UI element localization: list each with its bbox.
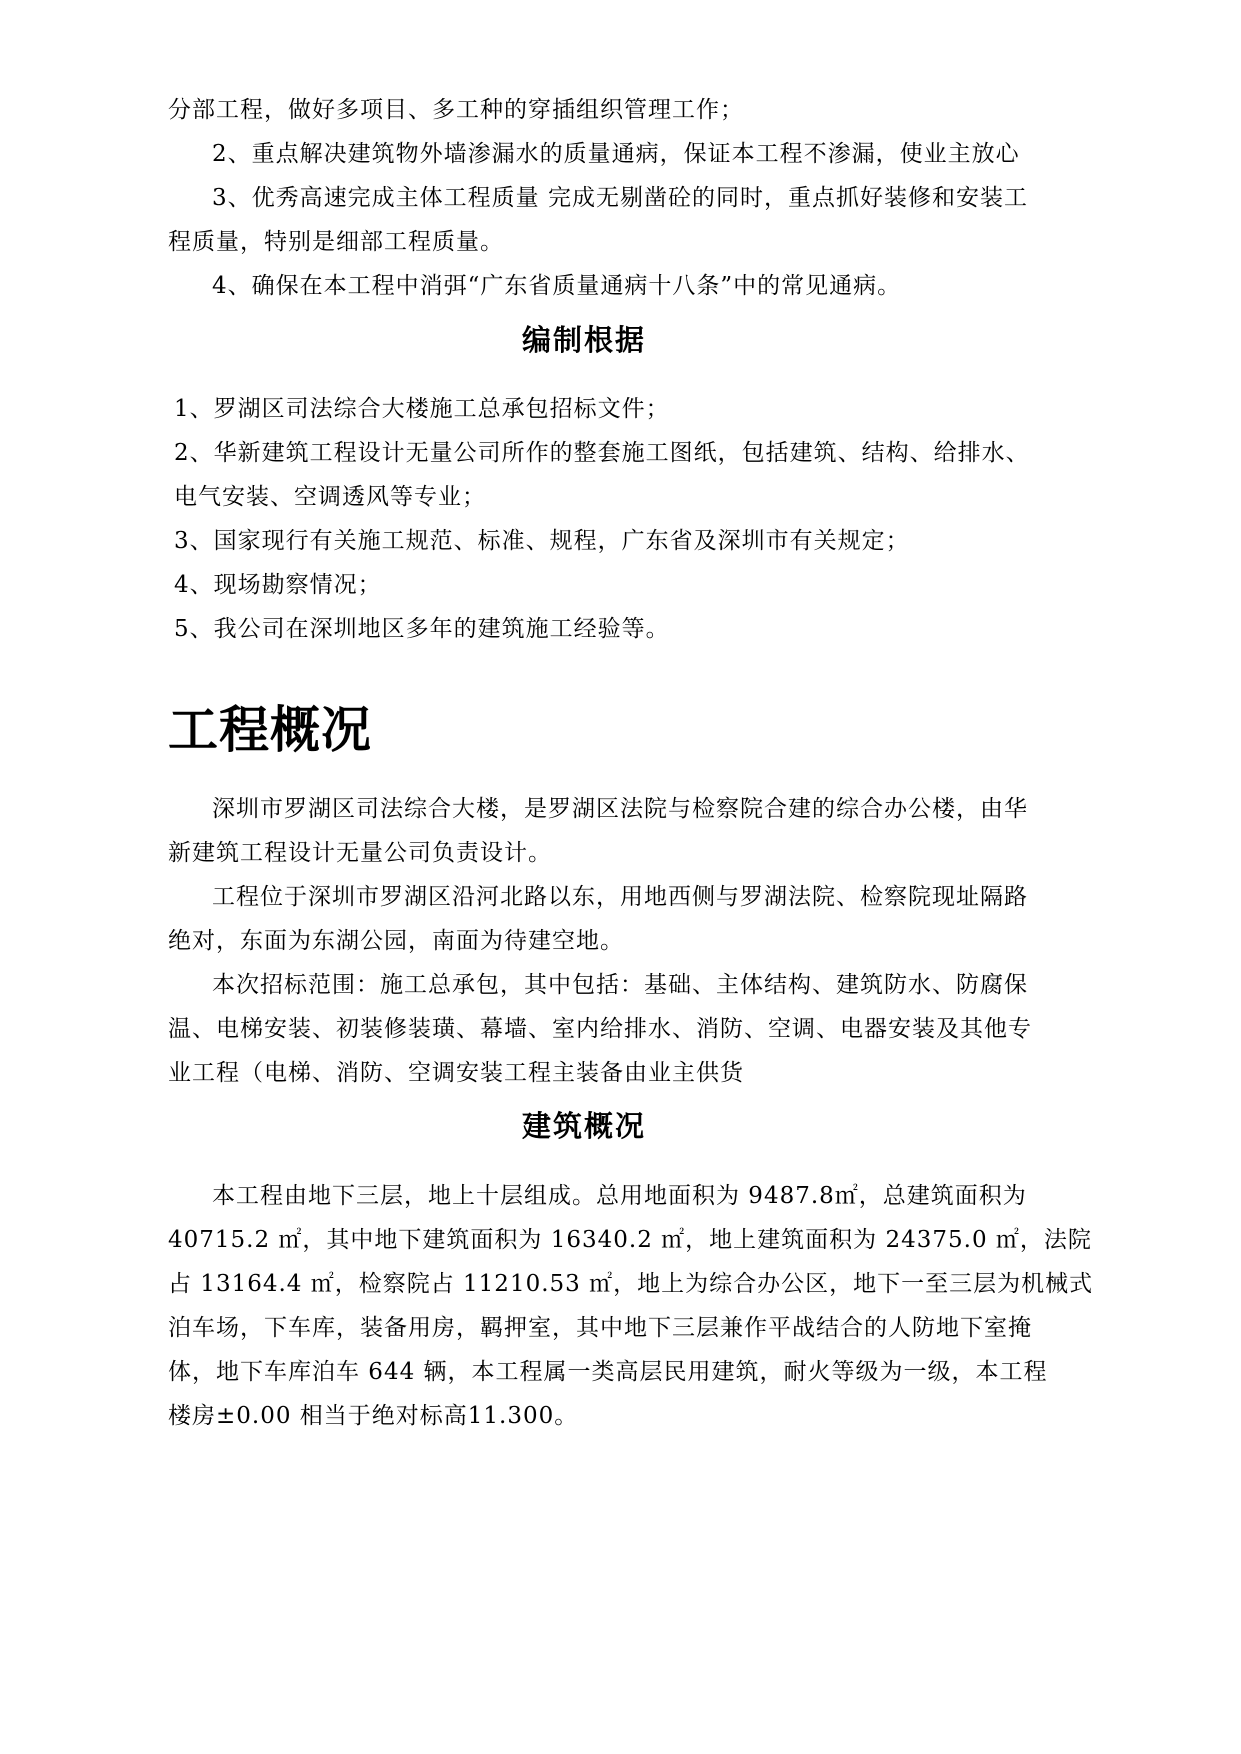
intro-line-5: 4、确保在本工程中消弭“广东省质量通病十八条”中的常见通病。 bbox=[212, 273, 902, 299]
overview-line-6: 温、电梯安装、初装修装璜、幕墙、室内给排水、消防、空调、电器安装及其他专 bbox=[168, 1016, 1032, 1042]
intro-line-3: 3、优秀高速完成主体工程质量 完成无剔凿砼的同时，重点抓好装修和安装工 bbox=[212, 185, 1028, 211]
building-line-5: 体，地下车库泊车 644 辆，本工程属一类高层民用建筑，耐火等级为一级，本工程 bbox=[168, 1359, 1048, 1385]
building-line-1: 本工程由地下三层，地上十层组成。总用地面积为 9487.8㎡，总建筑面积为 bbox=[212, 1183, 1027, 1209]
building-line-2: 40715.2 ㎡，其中地下建筑面积为 16340.2 ㎡，地上建筑面积为 24375.0 ㎡，法院 bbox=[168, 1227, 1092, 1253]
intro-line-2: 2、重点解决建筑物外墙渗漏水的质量通病，保证本工程不渗漏，使业主放心 bbox=[212, 141, 1020, 167]
overview-line-7: 业工程（电梯、消防、空调安装工程主装备由业主供货 bbox=[168, 1060, 744, 1086]
basis-line-4: 3、国家现行有关施工规范、标准、规程，广东省及深圳市有关规定； bbox=[174, 528, 910, 554]
building-line-6: 楼房±0.00 相当于绝对标高11.300。 bbox=[168, 1403, 579, 1429]
building-line-3: 占 13164.4 ㎡，检察院占 11210.53 ㎡，地上为综合办公区，地下一至三层为机械式 bbox=[168, 1271, 1094, 1297]
overview-line-4: 绝对，东面为东湖公园，南面为待建空地。 bbox=[168, 928, 624, 954]
basis-line-6: 5、我公司在深圳地区多年的建筑施工经验等。 bbox=[174, 616, 670, 642]
overview-line-1: 深圳市罗湖区司法综合大楼，是罗湖区法院与检察院合建的综合办公楼，由华 bbox=[212, 796, 1028, 822]
intro-line-4: 程质量，特别是细部工程质量。 bbox=[168, 229, 504, 255]
basis-heading: 编制根据 bbox=[522, 323, 647, 357]
basis-line-5: 4、现场勘察情况； bbox=[174, 572, 382, 598]
intro-line-1: 分部工程，做好多项目、多工种的穿插组织管理工作； bbox=[168, 97, 744, 123]
overview-line-5: 本次招标范围：施工总承包，其中包括：基础、主体结构、建筑防水、防腐保 bbox=[212, 972, 1028, 998]
building-line-4: 泊车场，下车库，装备用房，羁押室，其中地下三层兼作平战结合的人防地下室掩 bbox=[168, 1315, 1032, 1341]
overview-heading: 工程概况 bbox=[168, 701, 372, 759]
overview-line-3: 工程位于深圳市罗湖区沿河北路以东，用地西侧与罗湖法院、检察院现址隔路 bbox=[212, 884, 1028, 910]
basis-line-1: 1、罗湖区司法综合大楼施工总承包招标文件； bbox=[174, 396, 670, 422]
building-heading: 建筑概况 bbox=[522, 1109, 647, 1143]
overview-line-2: 新建筑工程设计无量公司负责设计。 bbox=[168, 840, 552, 866]
basis-line-3: 电气安装、空调透风等专业； bbox=[174, 484, 486, 510]
basis-line-2: 2、华新建筑工程设计无量公司所作的整套施工图纸，包括建筑、结构、给排水、 bbox=[174, 440, 1030, 466]
